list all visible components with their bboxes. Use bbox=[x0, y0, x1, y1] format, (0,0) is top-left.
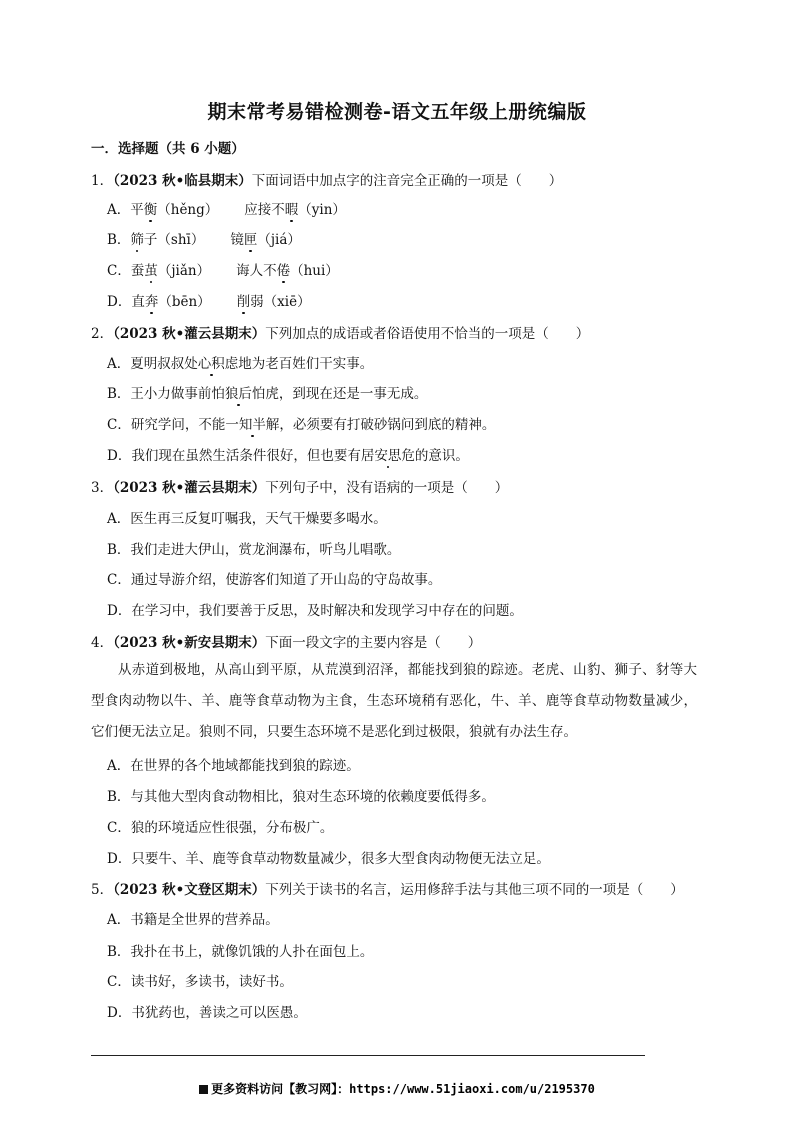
question-number: 5． bbox=[91, 882, 114, 898]
q4-option-b: B．与其他大型肉食动物相比，狼对生态环境的依赖度要低得多。 bbox=[107, 789, 495, 805]
question-stem: 下列关于读书的名言，运用修辞手法与其他三项不同的一项是（ ） bbox=[265, 882, 684, 898]
q3-option-d: D．在学习中，我们要善于反思，及时解决和发现学习中存在的问题。 bbox=[107, 603, 523, 619]
question-2 bbox=[91, 322, 589, 342]
q3-option-b: B．我们走进大伊山，赏龙涧瀑布，听鸟儿唱歌。 bbox=[107, 542, 401, 558]
q2-option-b: B．王小力做事前怕狼后怕虎，到现在还是一事无成。 bbox=[107, 386, 428, 402]
question-stem: 下面词语中加点字的注音完全正确的一项是（ ） bbox=[251, 173, 563, 189]
question-5 bbox=[91, 878, 684, 898]
q1-option-d: D．直奔（bēn） 削弱（xiē） bbox=[107, 294, 311, 310]
q5-option-a: A．书籍是全世界的营养品。 bbox=[107, 912, 279, 928]
question-3 bbox=[91, 476, 508, 496]
q4-option-d: D．只要牛、羊、鹿等食草动物数量减少，很多大型食肉动物便无法立足。 bbox=[107, 851, 550, 867]
q1-option-b: B．筛子（shī） 镜匣（jiá） bbox=[107, 232, 301, 248]
footer[interactable] bbox=[0, 1080, 794, 1097]
question-1 bbox=[91, 169, 562, 189]
question-4 bbox=[91, 631, 481, 651]
footer-divider bbox=[91, 1055, 645, 1056]
page-title: 期末常考易错检测卷-语文五年级上册统编版 bbox=[207, 101, 587, 123]
section-heading: 一．选择题（共 6 小题） bbox=[91, 141, 245, 157]
question-number: 2． bbox=[91, 326, 114, 342]
q5-option-b: B．我扑在书上，就像饥饿的人扑在面包上。 bbox=[107, 944, 374, 960]
question-number: 1． bbox=[91, 173, 114, 189]
q1-option-a: A．平衡（hěng） 应接不暇（yin） bbox=[107, 202, 346, 218]
question-source: （2023 秋•新安县期末） bbox=[113, 635, 266, 651]
q4-passage: 从赤道到极地，从高山到平原，从荒漠到沼泽，都能找到狼的踪迹。老虎、山豹、狮子、豺等大型食肉动物以牛、羊、鹿等食草动物为主食，生态环境稍有恶化，牛、羊、鹿等食草动物数量减少，它们便无法立足。狼则不同，只要生态环境不是恶化到过极限，狼就有办法生存。 bbox=[91, 662, 697, 740]
q4-option-a: A．在世界的各个地域都能找到狼的踪迹。 bbox=[107, 758, 360, 774]
question-number: 4． bbox=[91, 635, 114, 651]
footer-link[interactable]: 更多资料访问【教习网】：https://www.51jiaoxi.com/u/2195370 bbox=[211, 1082, 595, 1096]
q5-option-d: D．书犹药也，善读之可以医愚。 bbox=[107, 1005, 307, 1021]
question-source: （2023 秋•文登区期末） bbox=[113, 882, 266, 898]
q3-option-a: A．医生再三反复叮嘱我，天气干燥要多喝水。 bbox=[107, 511, 387, 527]
q2-option-d: D．我们现在虽然生活条件很好，但也要有居安思危的意识。 bbox=[107, 448, 469, 464]
question-stem: 下列句子中，没有语病的一项是（ ） bbox=[265, 480, 509, 496]
question-number: 3． bbox=[91, 480, 114, 496]
q1-option-c: C．蚕茧（jiǎn） 诲人不倦（hui） bbox=[107, 263, 339, 279]
question-source: （2023 秋•临县期末） bbox=[113, 173, 252, 189]
q2-option-a: A．夏明叔叔处心积虑地为老百姓们干实事。 bbox=[107, 356, 374, 372]
q3-option-c: C．通过导游介绍，使游客们知道了开山岛的守岛故事。 bbox=[107, 572, 442, 588]
question-source: （2023 秋•灌云县期末） bbox=[113, 326, 266, 342]
q4-option-c: C．狼的环境适应性很强，分布极广。 bbox=[107, 820, 334, 836]
flag-icon bbox=[199, 1085, 208, 1094]
q5-option-c: C．读书好，多读书，读好书。 bbox=[107, 974, 293, 990]
question-stem: 下面一段文字的主要内容是（ ） bbox=[265, 635, 482, 651]
question-stem: 下列加点的成语或者俗语使用不恰当的一项是（ ） bbox=[265, 326, 590, 342]
question-source: （2023 秋•灌云县期末） bbox=[113, 480, 266, 496]
q2-option-c: C．研究学问，不能一知半解，必须要有打破砂锅问到底的精神。 bbox=[107, 417, 496, 433]
